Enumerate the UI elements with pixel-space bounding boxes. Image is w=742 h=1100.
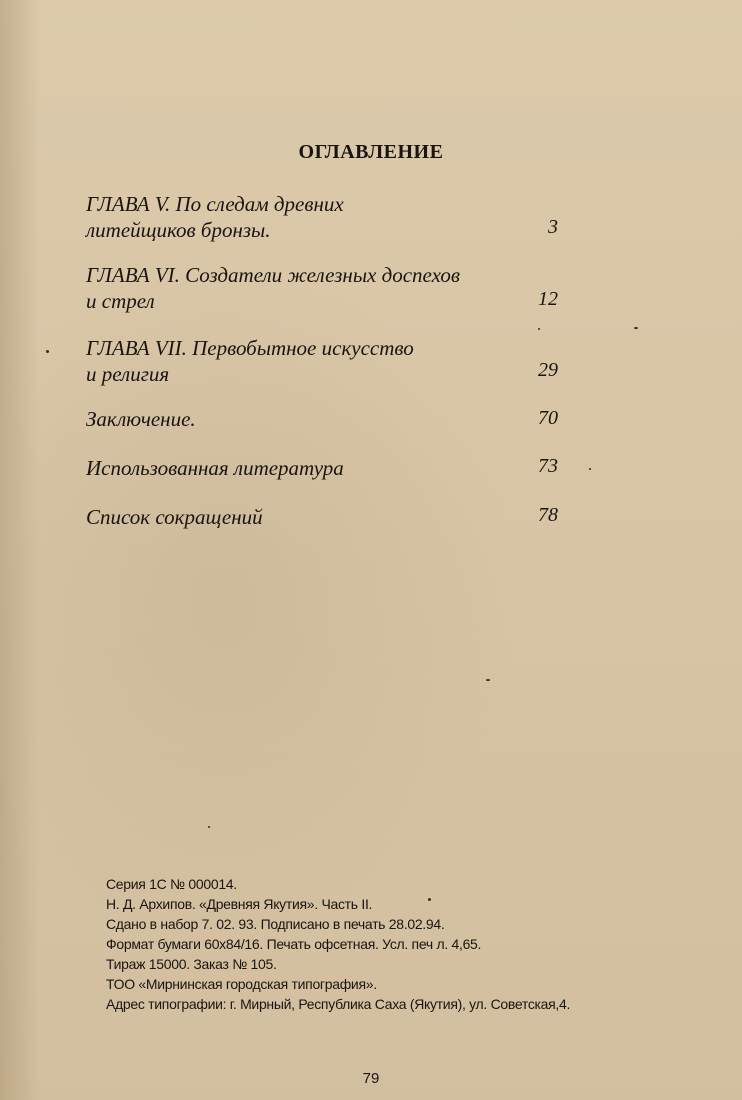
toc-entry-chapter-5 — [86, 191, 556, 243]
toc-entry-chapter-7 — [86, 335, 556, 387]
toc-entry-text: литейщиков бронзы. — [86, 218, 271, 242]
paper-speck — [208, 826, 210, 828]
paper-speck — [486, 679, 490, 681]
imprint-block — [106, 874, 706, 1014]
toc-page-number: 12 — [538, 288, 558, 310]
imprint-line: Н. Д. Архипов. «Древняя Якутия». Часть II. — [106, 896, 373, 912]
toc-entry-text: ГЛАВА VI. Создатели железных доспехов — [86, 263, 461, 287]
toc-entry-text: Список сокращений — [86, 505, 263, 529]
toc-entry-text: ГЛАВА VII. Первобытное искусство — [86, 336, 414, 360]
imprint-line: Формат бумаги 60x84/16. Печать офсетная. Усл. печ л. 4,65. — [106, 936, 482, 952]
toc-entry-text: и религия — [86, 362, 170, 386]
toc-entry-text: и стрел — [86, 289, 155, 313]
paper-speck — [589, 468, 591, 470]
toc-page-number: 70 — [538, 407, 558, 429]
toc-page-number: 3 — [548, 216, 558, 238]
imprint-line: Сдано в набор 7. 02. 93. Подписано в печать 28.02.94. — [106, 916, 445, 932]
toc-title: ОГЛАВЛЕНИЕ — [298, 141, 444, 163]
imprint-line: ТОО «Мирнинская городская типография». — [106, 976, 377, 992]
toc-entry-text: ГЛАВА V. По следам древних — [86, 192, 344, 216]
toc-page-number: 29 — [538, 359, 558, 381]
toc-page-number: 73 — [538, 455, 558, 477]
imprint-line: Серия 1С № 000014. — [106, 876, 237, 892]
toc-entry-bibliography — [86, 455, 556, 481]
toc-entry-chapter-6 — [86, 262, 556, 314]
toc-entry-text: Использованная литература — [86, 456, 344, 480]
imprint-line: Тираж 15000. Заказ № 105. — [106, 956, 277, 972]
toc-entry-text: Заключение. — [86, 407, 196, 431]
toc-entry-abbreviations — [86, 504, 556, 530]
imprint-line: Адрес типографии: г. Мирный, Республика Саха (Якутия), ул. Советская,4. — [106, 996, 571, 1012]
page-number: 79 — [362, 1070, 380, 1087]
paper-speck — [634, 327, 638, 329]
paper-speck — [428, 898, 431, 901]
paper-speck — [538, 328, 540, 330]
paper-speck — [46, 350, 49, 353]
toc-entry-conclusion — [86, 406, 556, 432]
toc-page-number: 78 — [538, 504, 558, 526]
